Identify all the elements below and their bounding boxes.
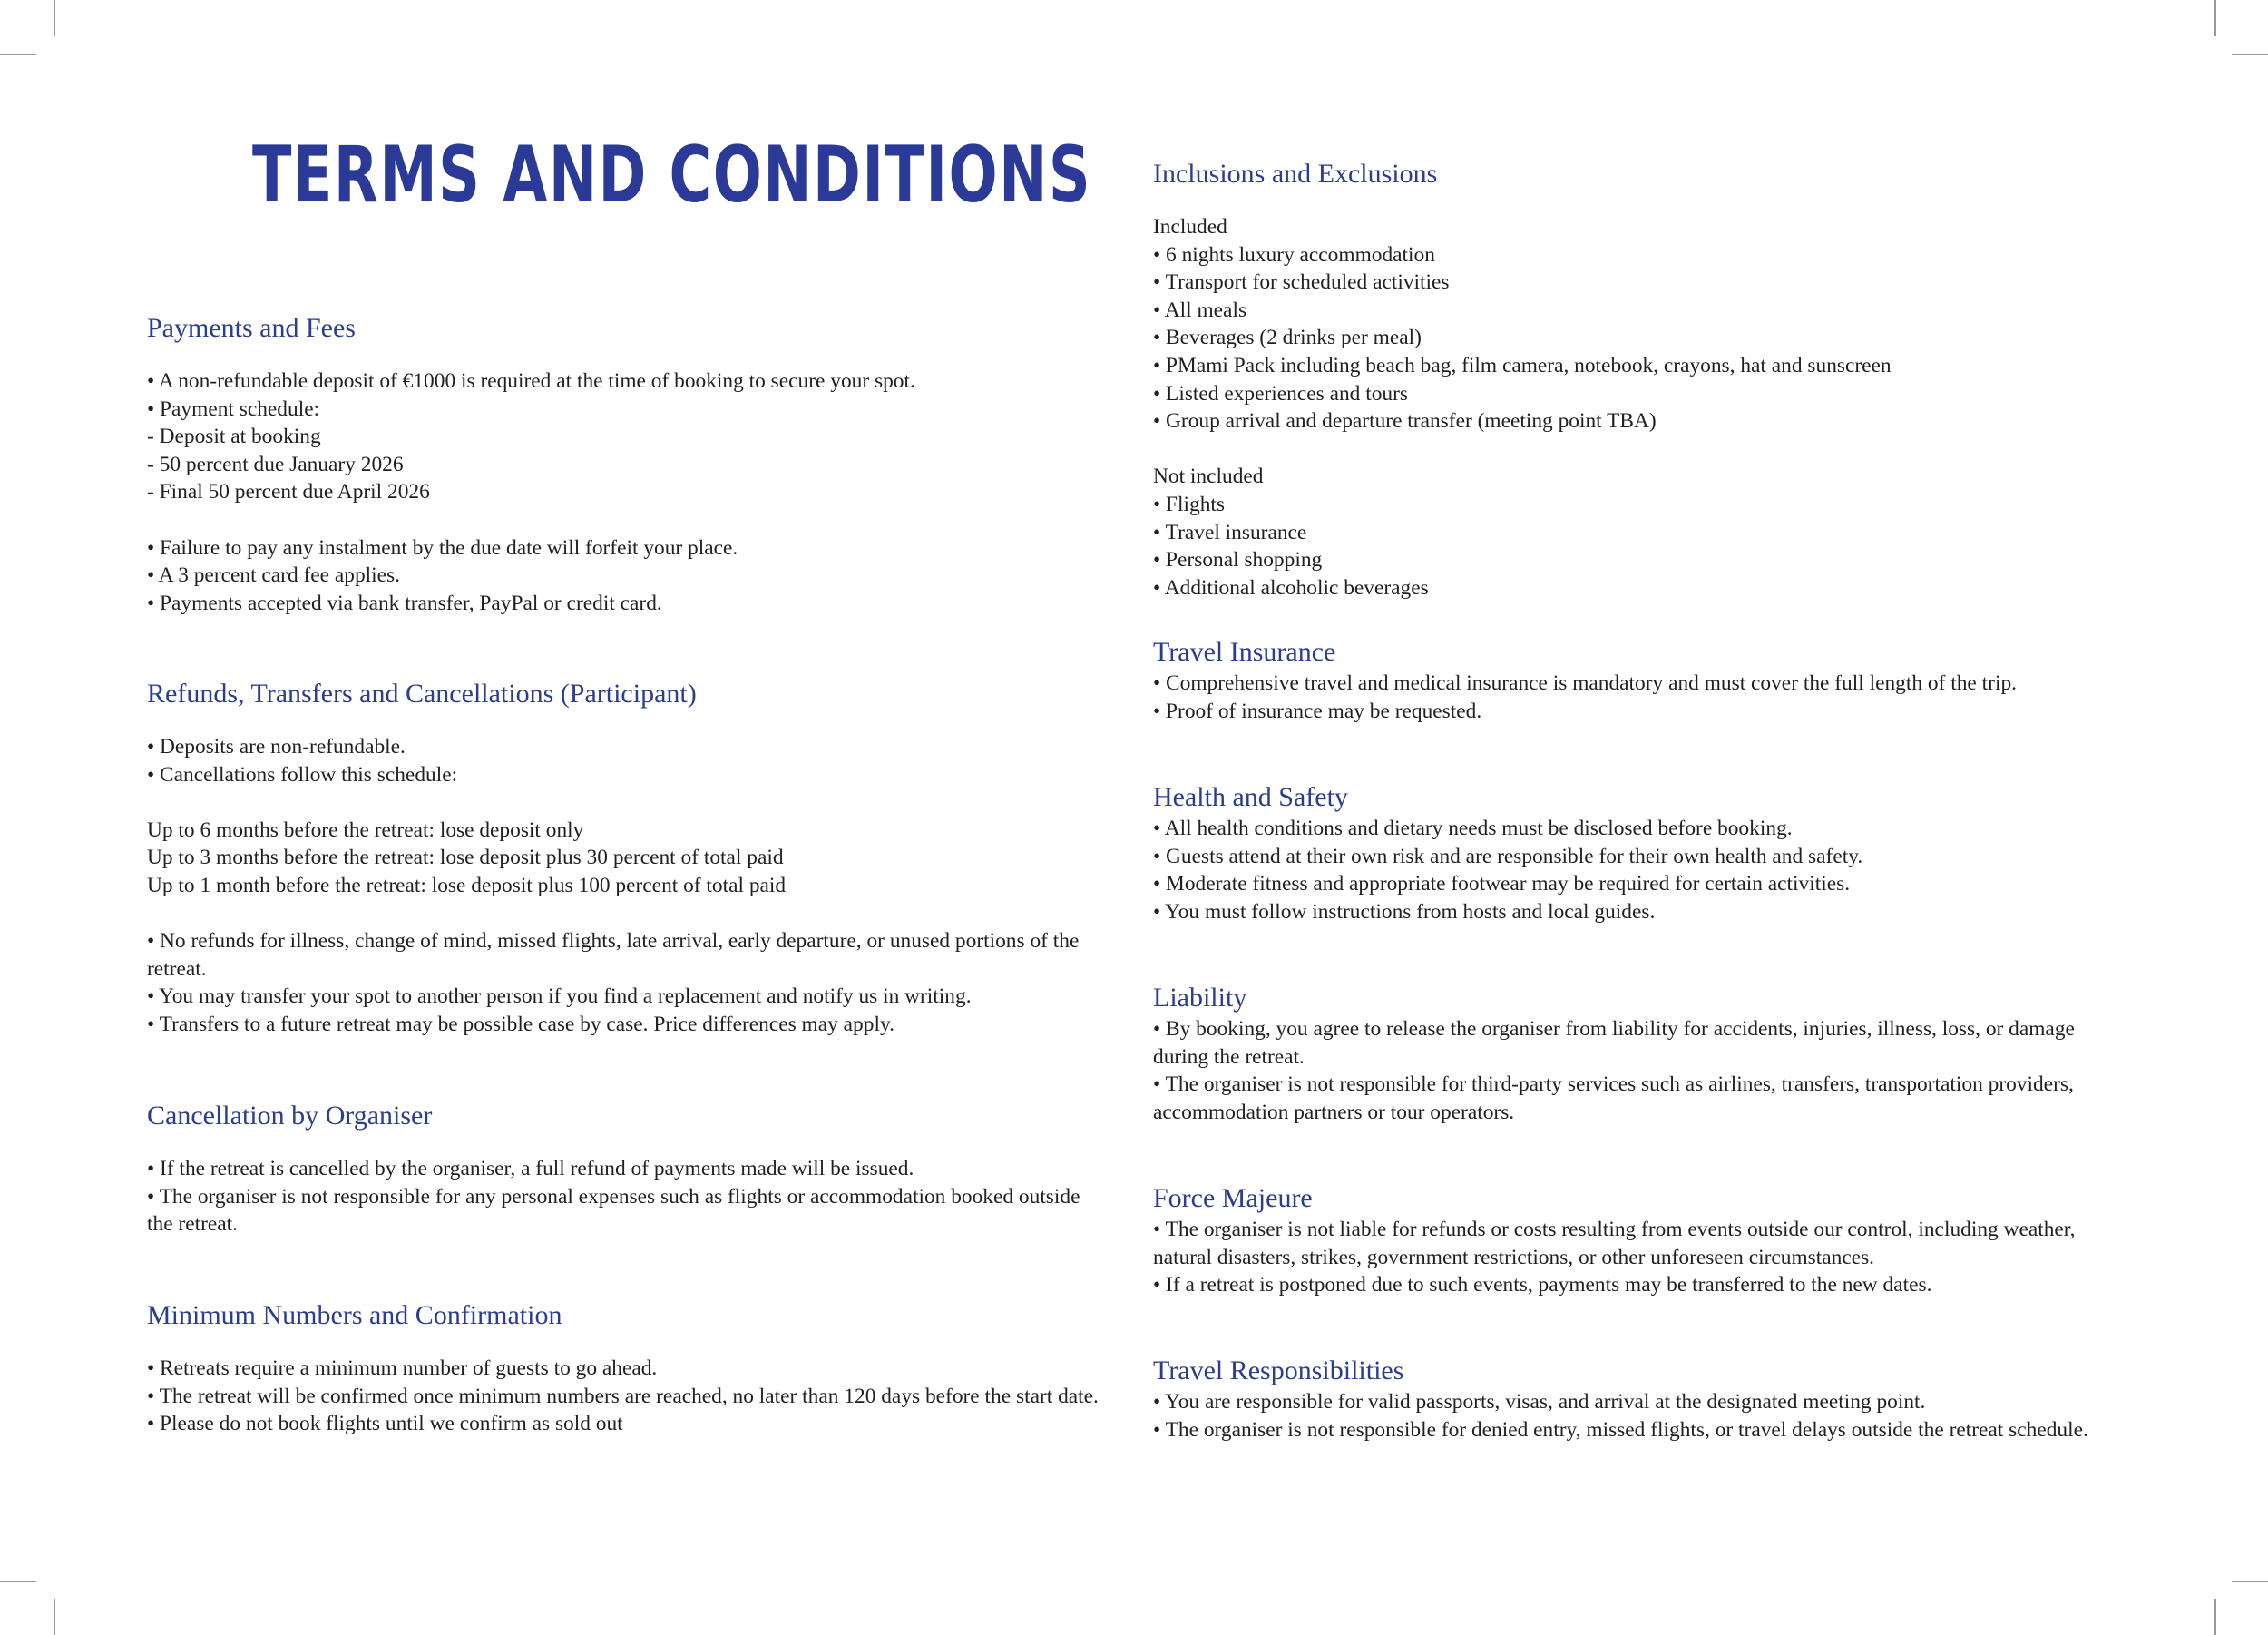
- crop-mark-top-right: [2214, 0, 2216, 36]
- crop-mark-left-top: [0, 54, 36, 55]
- list-item: • No refunds for illness, change of mind, missed flights, late arrival, early departure, or unused portions of the retreat.: [147, 929, 1080, 981]
- list-item: • Payment schedule:: [147, 397, 320, 421]
- page-title: TERMS AND CONDITIONS: [252, 130, 1092, 220]
- list-item: • Retreats require a minimum number of guests to go ahead.: [147, 1356, 658, 1380]
- section-minimum-numbers: [147, 1298, 1109, 1438]
- section-body: [1153, 815, 2115, 925]
- list-item: • If a retreat is postponed due to such events, payments may be transferred to the new dates.: [1153, 1273, 1932, 1297]
- list-item: • PMami Pack including beach bag, film camera, notebook, crayons, hat and sunscreen: [1153, 353, 1892, 377]
- list-item: • Flights: [1153, 492, 1226, 516]
- schedule-item: Up to 1 month before the retreat: lose deposit plus 100 percent of total paid: [147, 873, 787, 897]
- section-inclusions-and-exclusions: [1153, 157, 2115, 602]
- list-item: • If the retreat is cancelled by the organiser, a full refund of payments made will be issued.: [147, 1157, 914, 1180]
- section-body: [1153, 1388, 2115, 1444]
- crop-mark-bottom-right: [2214, 1599, 2216, 1635]
- list-item: • The organiser is not responsible for any personal expenses such as flights or accommodation booked outside the retreat.: [147, 1184, 1080, 1237]
- schedule-item: Up to 3 months before the retreat: lose deposit plus 30 percent of total paid: [147, 846, 784, 870]
- section-liability: [1153, 981, 2115, 1126]
- schedule-item: Up to 6 months before the retreat: lose deposit only: [147, 818, 584, 842]
- included-label: Included: [1153, 215, 1227, 239]
- section-heading: Force Majeure: [1153, 1183, 1313, 1213]
- list-item: • You are responsible for valid passports, visas, and arrival at the designated meeting point.: [1153, 1390, 1926, 1414]
- list-item: • 6 nights luxury accommodation: [1153, 242, 1435, 267]
- section-body: [1153, 1015, 2115, 1126]
- section-heading: Travel Responsibilities: [1153, 1356, 1404, 1385]
- section-heading: Cancellation by Organiser: [147, 1101, 433, 1131]
- list-item: • Guests attend at their own risk and are responsible for their own health and safety.: [1153, 844, 1863, 868]
- list-item: • By booking, you agree to release the organiser from liability for accidents, injuries, illness, loss, or damage during the retreat.: [1153, 1017, 2075, 1069]
- section-payments-and-fees: [147, 311, 1109, 617]
- list-item: • Payments accepted via bank transfer, PayPal or credit card.: [147, 591, 662, 615]
- section-heading: Travel Insurance: [1153, 637, 1336, 667]
- section-body: [147, 1155, 1109, 1238]
- list-item: • Beverages (2 drinks per meal): [1153, 326, 1422, 350]
- section-heading: Liability: [1153, 983, 1247, 1013]
- section-body: [147, 733, 1109, 1039]
- list-item: • The organiser is not liable for refunds or costs resulting from events outside our control, including weather, natural disasters, strikes, government restrictions, or other unforeseen circumstances.: [1153, 1218, 2076, 1269]
- section-force-majeure: [1153, 1181, 2115, 1299]
- list-item: • Cancellations follow this schedule:: [147, 762, 458, 787]
- list-item: • You may transfer your spot to another person if you find a replacement and notify us in writing.: [147, 984, 972, 1009]
- crop-mark-right-top: [2232, 54, 2268, 55]
- list-item: • Comprehensive travel and medical insurance is mandatory and must cover the full length of the trip.: [1153, 671, 2017, 695]
- list-item: - Final 50 percent due April 2026: [147, 480, 430, 504]
- list-item: • Group arrival and departure transfer (meeting point TBA): [1153, 409, 1657, 434]
- list-item: • Listed experiences and tours: [1153, 381, 1408, 406]
- list-item: • Personal shopping: [1153, 548, 1323, 573]
- list-item: • Additional alcoholic beverages: [1153, 575, 1429, 600]
- section-travel-insurance: [1153, 635, 2115, 725]
- crop-mark-top-left: [54, 0, 55, 36]
- section-body: [1153, 670, 2115, 725]
- section-travel-responsibilities: [1153, 1354, 2115, 1444]
- list-item: • Transfers to a future retreat may be possible case by case. Price differences may apply.: [147, 1012, 894, 1036]
- section-heading: Minimum Numbers and Confirmation: [147, 1300, 562, 1330]
- list-item: • A non-refundable deposit of €1000 is required at the time of booking to secure your spot.: [147, 369, 915, 393]
- section-heading: Health and Safety: [1153, 782, 1348, 812]
- section-refunds: [147, 677, 1109, 1039]
- crop-mark-left-bottom: [0, 1581, 36, 1582]
- list-item: • Transport for scheduled activities: [1153, 270, 1450, 295]
- section-cancellation-by-organiser: [147, 1099, 1109, 1238]
- list-item: • You must follow instructions from hosts and local guides.: [1153, 899, 1656, 924]
- list-item: • Moderate fitness and appropriate footwear may be required for certain activities.: [1153, 872, 1851, 896]
- section-health-and-safety: [1153, 780, 2115, 925]
- list-item: • All meals: [1153, 298, 1247, 322]
- section-body: [1153, 213, 2115, 602]
- section-body: [1153, 1216, 2115, 1299]
- list-item: • Proof of insurance may be requested.: [1153, 699, 1482, 723]
- crop-mark-bottom-left: [54, 1599, 55, 1635]
- list-item: • All health conditions and dietary needs must be disclosed before booking.: [1153, 817, 1793, 840]
- section-heading: Refunds, Transfers and Cancellations (Participant): [147, 679, 697, 709]
- list-item: • The organiser is not responsible for denied entry, missed flights, or travel delays outside the retreat schedule.: [1153, 1417, 2088, 1442]
- section-body: [147, 367, 1109, 617]
- list-item: • A 3 percent card fee applies.: [147, 563, 401, 588]
- crop-mark-right-bottom: [2232, 1581, 2268, 1582]
- list-item: • Travel insurance: [1153, 520, 1307, 544]
- section-heading: Payments and Fees: [147, 313, 356, 343]
- excluded-label: Not included: [1153, 465, 1264, 489]
- list-item: • Deposits are non-refundable.: [147, 735, 406, 759]
- list-item: - 50 percent due January 2026: [147, 452, 404, 476]
- list-item: • Please do not book flights until we confirm as sold out: [147, 1412, 623, 1436]
- section-heading: Inclusions and Exclusions: [1153, 159, 1438, 189]
- list-item: • Failure to pay any instalment by the due date will forfeit your place.: [147, 535, 738, 560]
- list-item: • The retreat will be confirmed once minimum numbers are reached, no later than 120 days before the start date.: [147, 1384, 1099, 1408]
- list-item: • The organiser is not responsible for third-party services such as airlines, transfers, transportation providers, accommodation partners or tour operators.: [1153, 1072, 2074, 1124]
- section-body: [147, 1355, 1109, 1438]
- list-item: - Deposit at booking: [147, 425, 321, 449]
